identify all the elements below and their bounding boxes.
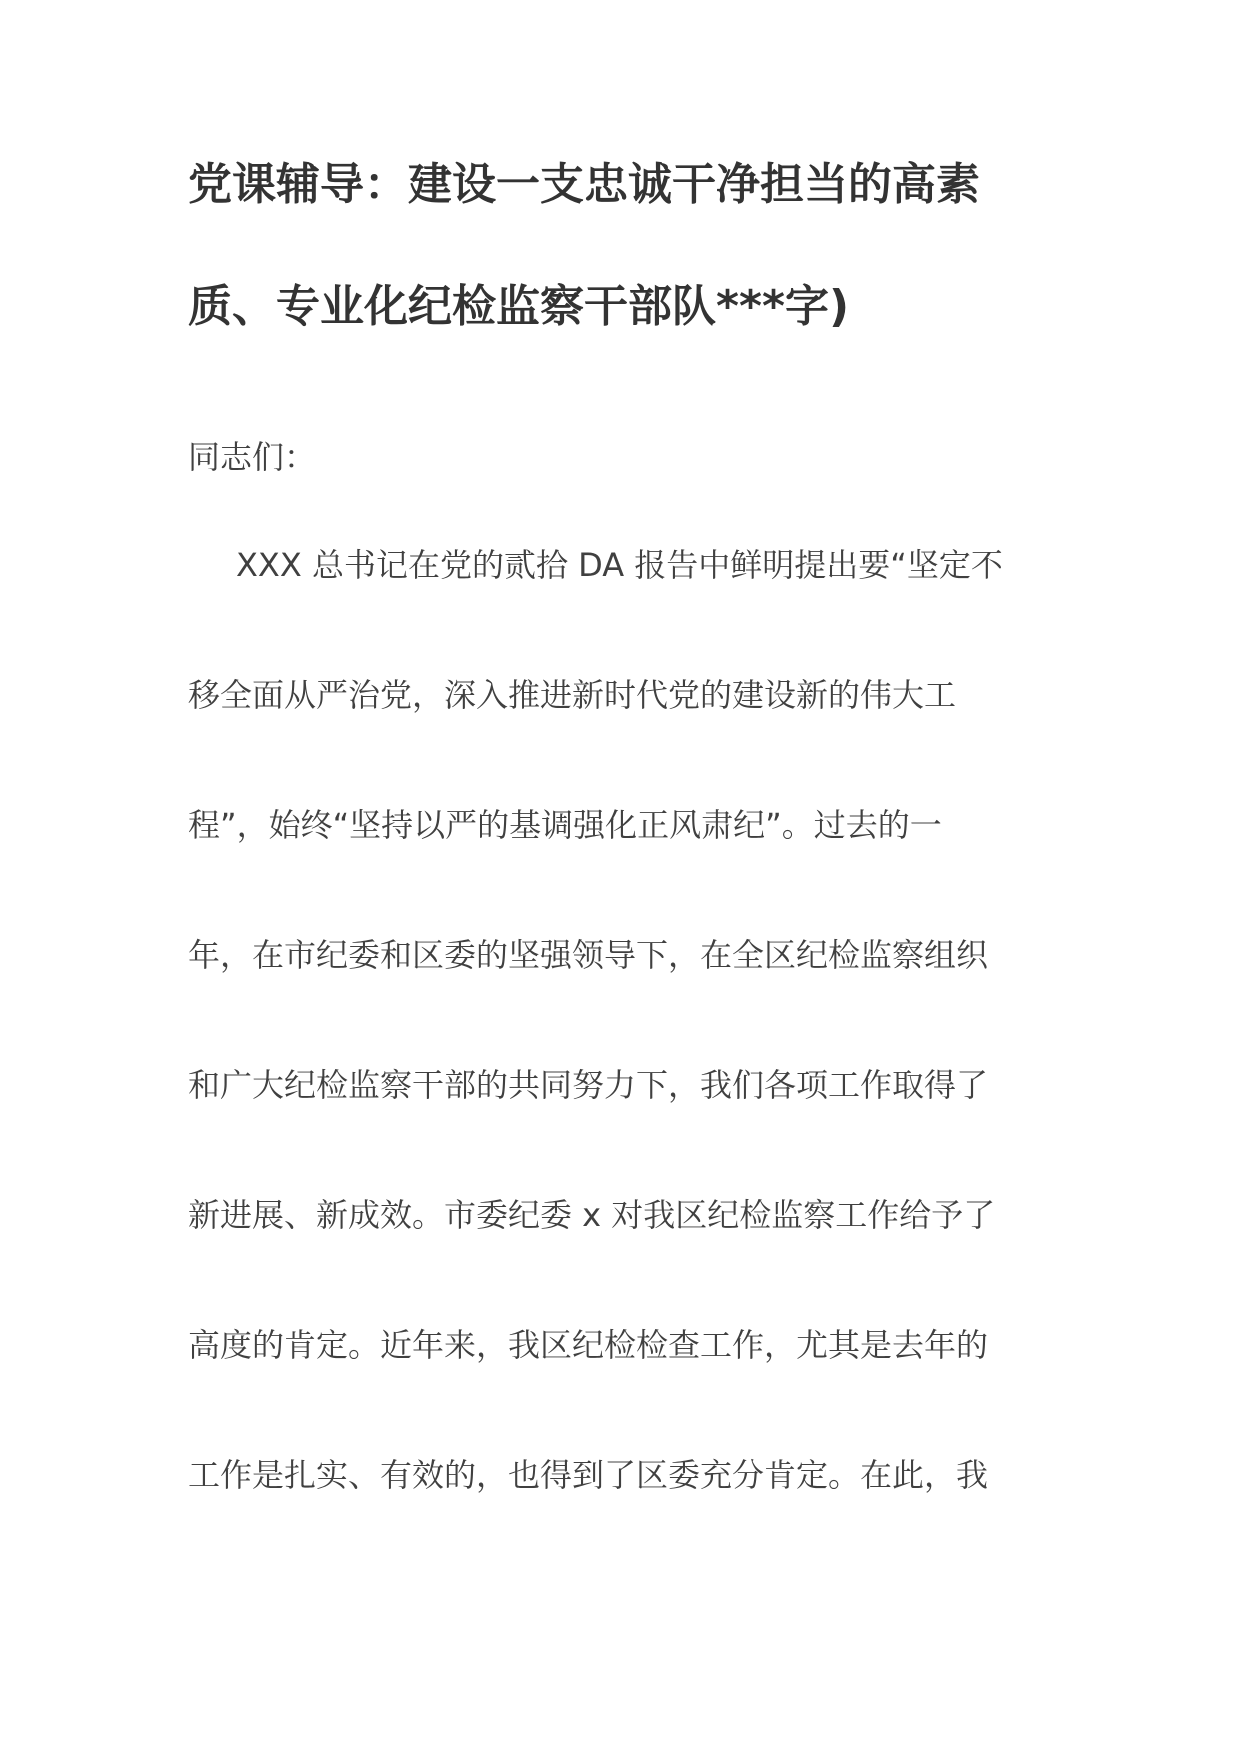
paragraph-line-5: 和广大纪检监察干部的共同努力下，我们各项工作取得了 bbox=[188, 1066, 989, 1104]
paragraph-line-4: 年，在市纪委和区委的坚强领导下，在全区纪检监察组织 bbox=[188, 936, 989, 974]
paragraph-line-2: 移全面从严治党，深入推进新时代党的建设新的伟大工 bbox=[188, 676, 957, 714]
paragraph-line-3: 程”，始终“坚持以严的基调强化正风肃纪”。过去的一 bbox=[188, 806, 942, 844]
paragraph-line-7: 高度的肯定。近年来，我区纪检检查工作，尤其是去年的 bbox=[188, 1326, 989, 1364]
paragraph-line-1: XXX 总书记在党的贰拾 DA 报告中鲜明提出要“坚定不 bbox=[236, 546, 1003, 584]
paragraph-line-8: 工作是扎实、有效的，也得到了区委充分肯定。在此，我 bbox=[188, 1456, 989, 1494]
document-title-line-2: 质、专业化纪检监察干部队***字) bbox=[188, 281, 850, 332]
salutation: 同志们： bbox=[188, 438, 317, 476]
document-title-line-1: 党课辅导：建设一支忠诚干净担当的高素 bbox=[188, 159, 980, 210]
paragraph-line-6: 新进展、新成效。市委纪委 x 对我区纪检监察工作给予了 bbox=[188, 1196, 996, 1234]
